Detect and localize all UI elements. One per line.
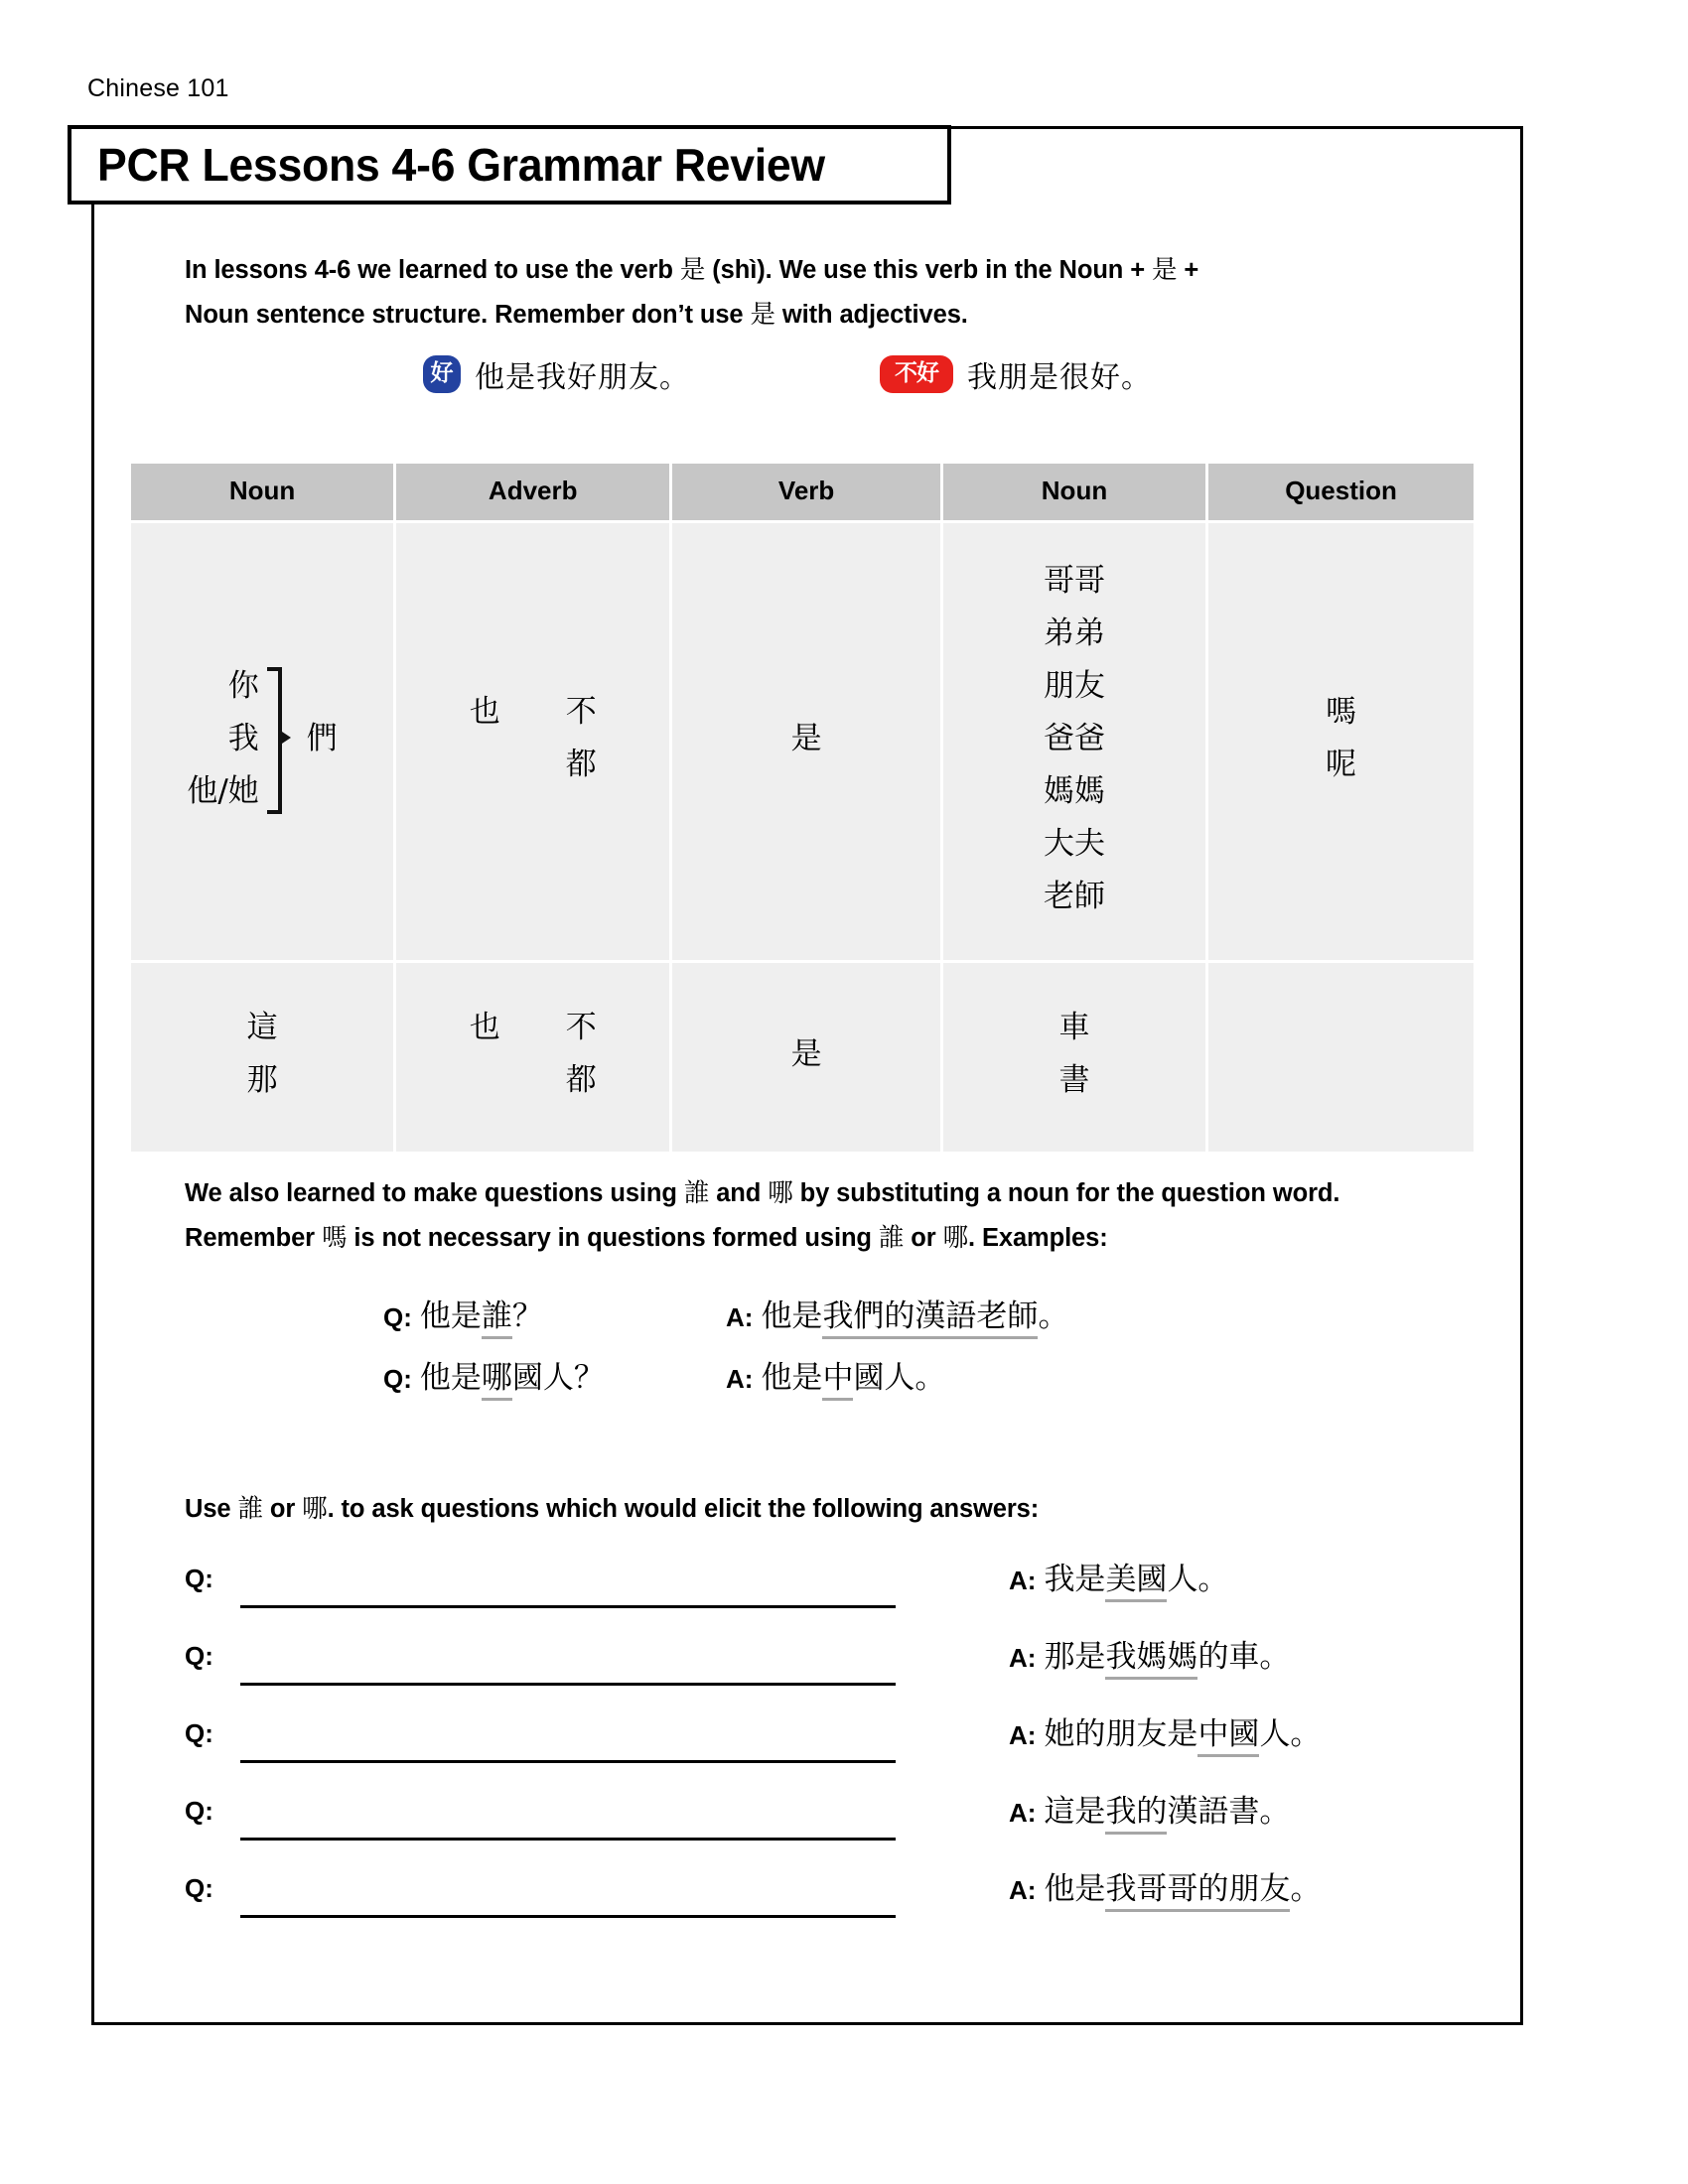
qa-example-row: [185, 1352, 1411, 1414]
ex-a4-plain2: 漢語書。: [1167, 1794, 1291, 1830]
a-label: A:: [1009, 1798, 1037, 1828]
cell-verb-row1: [672, 523, 940, 960]
intro-cjk-shi-2: 是: [1152, 255, 1178, 285]
qa-q2-underlined: 哪: [482, 1360, 512, 1401]
ex-a3-plain2: 人。: [1259, 1716, 1322, 1752]
exercise-answer-5: [1009, 1863, 1321, 1908]
verb-shi-row2: 是: [790, 1035, 822, 1072]
pronoun-ta: 他/她: [187, 772, 259, 809]
ex-a1-underlined: 美國: [1105, 1562, 1167, 1602]
a-label: A:: [1009, 1643, 1037, 1673]
adverb-col-right-row2: [566, 1002, 597, 1107]
exercise-q-label: Q:: [185, 1641, 213, 1671]
title-box: [68, 125, 951, 205]
example-incorrect: [880, 352, 1152, 396]
good-badge-icon: 好: [423, 355, 461, 393]
qa-question-2: [383, 1352, 605, 1397]
col-header-noun-2: Noun: [943, 464, 1205, 520]
exercise-q-label: Q:: [185, 1564, 213, 1593]
noun-laoshi: 老師: [1043, 878, 1105, 914]
q-label: Q:: [383, 1364, 412, 1394]
para2-cjk-na-1: 哪: [768, 1178, 793, 1208]
brace-icon: [267, 659, 293, 818]
demonstrative-zhe: 這: [246, 1010, 278, 1045]
para2-cjk-shui-1: 誰: [683, 1178, 710, 1208]
cell-verb-row2: [672, 963, 940, 1152]
bad-badge-icon: 不好: [880, 355, 953, 393]
adverb-bu-row2: 不: [565, 1010, 597, 1045]
ex-a3-plain1: 她的朋友是: [1044, 1716, 1198, 1752]
noun-didi: 弟弟: [1043, 614, 1105, 651]
col-header-adverb: Adverb: [396, 464, 669, 520]
a-label: A:: [726, 1302, 754, 1332]
exercise-row: [185, 1631, 1426, 1708]
page-title: PCR Lessons 4-6 Grammar Review: [97, 139, 825, 191]
cell-demonstratives-row2: [131, 963, 393, 1152]
demonstrative-na: 那: [246, 1062, 278, 1098]
ex-a1-plain2: 人。: [1167, 1562, 1229, 1597]
ex-a2-underlined: 我媽媽: [1105, 1639, 1197, 1680]
intro-text-3: +: [1177, 256, 1199, 284]
exercise-answer-blank[interactable]: [240, 1605, 896, 1608]
exercise-row: [185, 1786, 1426, 1863]
adverb-ye: 也: [469, 694, 500, 730]
table-header-row: [131, 464, 1474, 520]
adverb-bu: 不: [565, 694, 597, 730]
ex-a5-plain1: 他是: [1044, 1871, 1106, 1907]
cell-adverbs-row2: [396, 963, 669, 1152]
intro-text-5: with adjectives.: [774, 301, 968, 329]
adverb-dou: 都: [565, 747, 597, 782]
para2-text-1: We also learned to make questions using: [185, 1179, 684, 1207]
ex-a4-plain1: 這是: [1044, 1794, 1106, 1830]
para2-text-6: . Examples:: [967, 1224, 1108, 1252]
adverb-col-left-row1: [470, 686, 500, 791]
prompt-text-2: or: [262, 1495, 303, 1523]
para2-text-4: is not necessary in questions formed using: [347, 1224, 879, 1252]
ex-a2-plain2: 的車。: [1197, 1639, 1291, 1675]
ex-a1-plain1: 我是: [1044, 1562, 1106, 1597]
example-correct: [423, 352, 690, 396]
question-ma: 嗎: [1326, 694, 1357, 730]
noun-che: 車: [1058, 1010, 1090, 1045]
intro-cjk-shi-3: 是: [750, 300, 775, 330]
example-correct-sentence: 他是我好朋友。: [475, 360, 690, 395]
exercise-answer-4: [1009, 1786, 1290, 1831]
exercise-q-label: Q:: [185, 1718, 213, 1748]
exercise-row: [185, 1554, 1426, 1631]
cell-pronoun-subjects: [131, 523, 393, 960]
prompt-text-1: Use: [185, 1495, 238, 1523]
a-label: A:: [726, 1364, 754, 1394]
noun-shu: 書: [1058, 1062, 1090, 1098]
exercise-list: [185, 1554, 1426, 1941]
qa-question-1: [383, 1291, 543, 1335]
para2-cjk-na-2: 哪: [942, 1223, 968, 1253]
qa-q1-plain1: 他是: [419, 1298, 482, 1334]
col-header-question: Question: [1208, 464, 1474, 520]
question-ne: 呢: [1326, 747, 1357, 782]
pronoun-ni: 你: [227, 667, 259, 704]
pronoun-list: [187, 660, 258, 818]
a-label: A:: [1009, 1875, 1037, 1905]
cell-nouns-row2: [943, 963, 1205, 1152]
ex-a2-plain1: 那是: [1044, 1639, 1106, 1675]
qa-q2-plain2: 國人？: [511, 1360, 605, 1396]
exercise-answer-blank[interactable]: [240, 1915, 896, 1918]
exercise-answer-blank[interactable]: [240, 1760, 896, 1763]
exercise-row: [185, 1863, 1426, 1941]
exercise-answer-2: [1009, 1631, 1290, 1676]
cell-nouns-row1: [943, 523, 1205, 960]
prompt-cjk-na: 哪: [302, 1494, 328, 1524]
qa-answer-1: [726, 1291, 1068, 1335]
noun-gege: 哥哥: [1043, 562, 1105, 599]
para2-cjk-ma: 嗎: [322, 1223, 348, 1253]
noun-pengyou: 朋友: [1043, 667, 1105, 704]
intro-cjk-shi-1: 是: [679, 255, 706, 285]
para2-text-5: or: [904, 1224, 943, 1252]
plural-suffix-men: 們: [306, 720, 338, 756]
qa-a1-plain1: 他是: [761, 1298, 823, 1334]
example-sentences: [185, 352, 1406, 412]
exercise-row: [185, 1708, 1426, 1786]
ex-a3-underlined: 中國: [1197, 1716, 1259, 1757]
qa-a1-plain2: 。: [1038, 1298, 1069, 1334]
exercise-instructions: [185, 1489, 1039, 1525]
prompt-cjk-shui: 誰: [237, 1494, 263, 1524]
noun-daifu: 大夫: [1043, 825, 1105, 862]
qa-q2-plain1: 他是: [419, 1360, 482, 1396]
col-header-noun-1: Noun: [131, 464, 393, 520]
q-label: Q:: [383, 1302, 412, 1332]
qa-a1-underlined: 我們的漢語老師: [822, 1298, 1038, 1339]
adverb-col-left-row2: [470, 1002, 500, 1107]
intro-text-2: (shì). We use this verb in the Noun +: [705, 256, 1153, 284]
para2-cjk-shui-2: 誰: [878, 1223, 905, 1253]
qa-answer-2: [726, 1352, 945, 1397]
qa-a2-underlined: 中: [822, 1360, 853, 1401]
grammar-table: [128, 461, 1477, 1155]
intro-text-4: Noun sentence structure. Remember don’t use: [185, 301, 751, 329]
a-label: A:: [1009, 1720, 1037, 1750]
ex-a5-plain2: 。: [1290, 1871, 1322, 1907]
question-words-paragraph: [185, 1171, 1411, 1261]
prompt-text-3: . to ask questions which would elicit the following answers:: [327, 1495, 1040, 1523]
qa-examples-list: [185, 1291, 1411, 1414]
exercise-answer-3: [1009, 1708, 1321, 1753]
noun-baba: 爸爸: [1043, 720, 1105, 756]
qa-q1-underlined: 誰: [482, 1298, 512, 1339]
course-label: Chinese 101: [87, 74, 229, 102]
adverb-ye-row2: 也: [469, 1010, 500, 1045]
table-row: [131, 523, 1474, 960]
qa-a2-plain2: 國人。: [853, 1360, 946, 1396]
cell-adverbs-row1: [396, 523, 669, 960]
intro-paragraph: [185, 248, 1406, 338]
para2-text-2: and: [709, 1179, 769, 1207]
intro-text-1: In lessons 4-6 we learned to use the verb: [185, 256, 680, 284]
exercise-answer-blank[interactable]: [240, 1683, 896, 1686]
verb-shi-row1: 是: [790, 720, 822, 756]
exercise-answer-blank[interactable]: [240, 1838, 896, 1841]
ex-a5-underlined: 我哥哥的朋友: [1105, 1871, 1290, 1912]
ex-a4-underlined: 我的: [1105, 1794, 1167, 1835]
adverb-col-right-row1: [566, 686, 597, 791]
table-row: [131, 963, 1474, 1152]
qa-q1-plain2: ？: [511, 1298, 543, 1334]
exercise-q-label: Q:: [185, 1796, 213, 1826]
grammar-table-wrap: [128, 461, 1477, 1155]
cell-questions-row2: [1208, 963, 1474, 1152]
example-incorrect-sentence: 我朋是很好。: [967, 360, 1152, 395]
pronoun-wo: 我: [227, 720, 259, 756]
adverb-dou-row2: 都: [565, 1062, 597, 1098]
exercise-q-label: Q:: [185, 1873, 213, 1903]
col-header-verb: Verb: [672, 464, 940, 520]
para2-text-3: by substituting a noun for the question word. Remember: [185, 1179, 1340, 1252]
qa-example-row: [185, 1291, 1411, 1352]
noun-mama: 媽媽: [1043, 772, 1105, 809]
a-label: A:: [1009, 1566, 1037, 1595]
qa-a2-plain1: 他是: [761, 1360, 823, 1396]
exercise-answer-1: [1009, 1554, 1228, 1598]
cell-questions-row1: [1208, 523, 1474, 960]
